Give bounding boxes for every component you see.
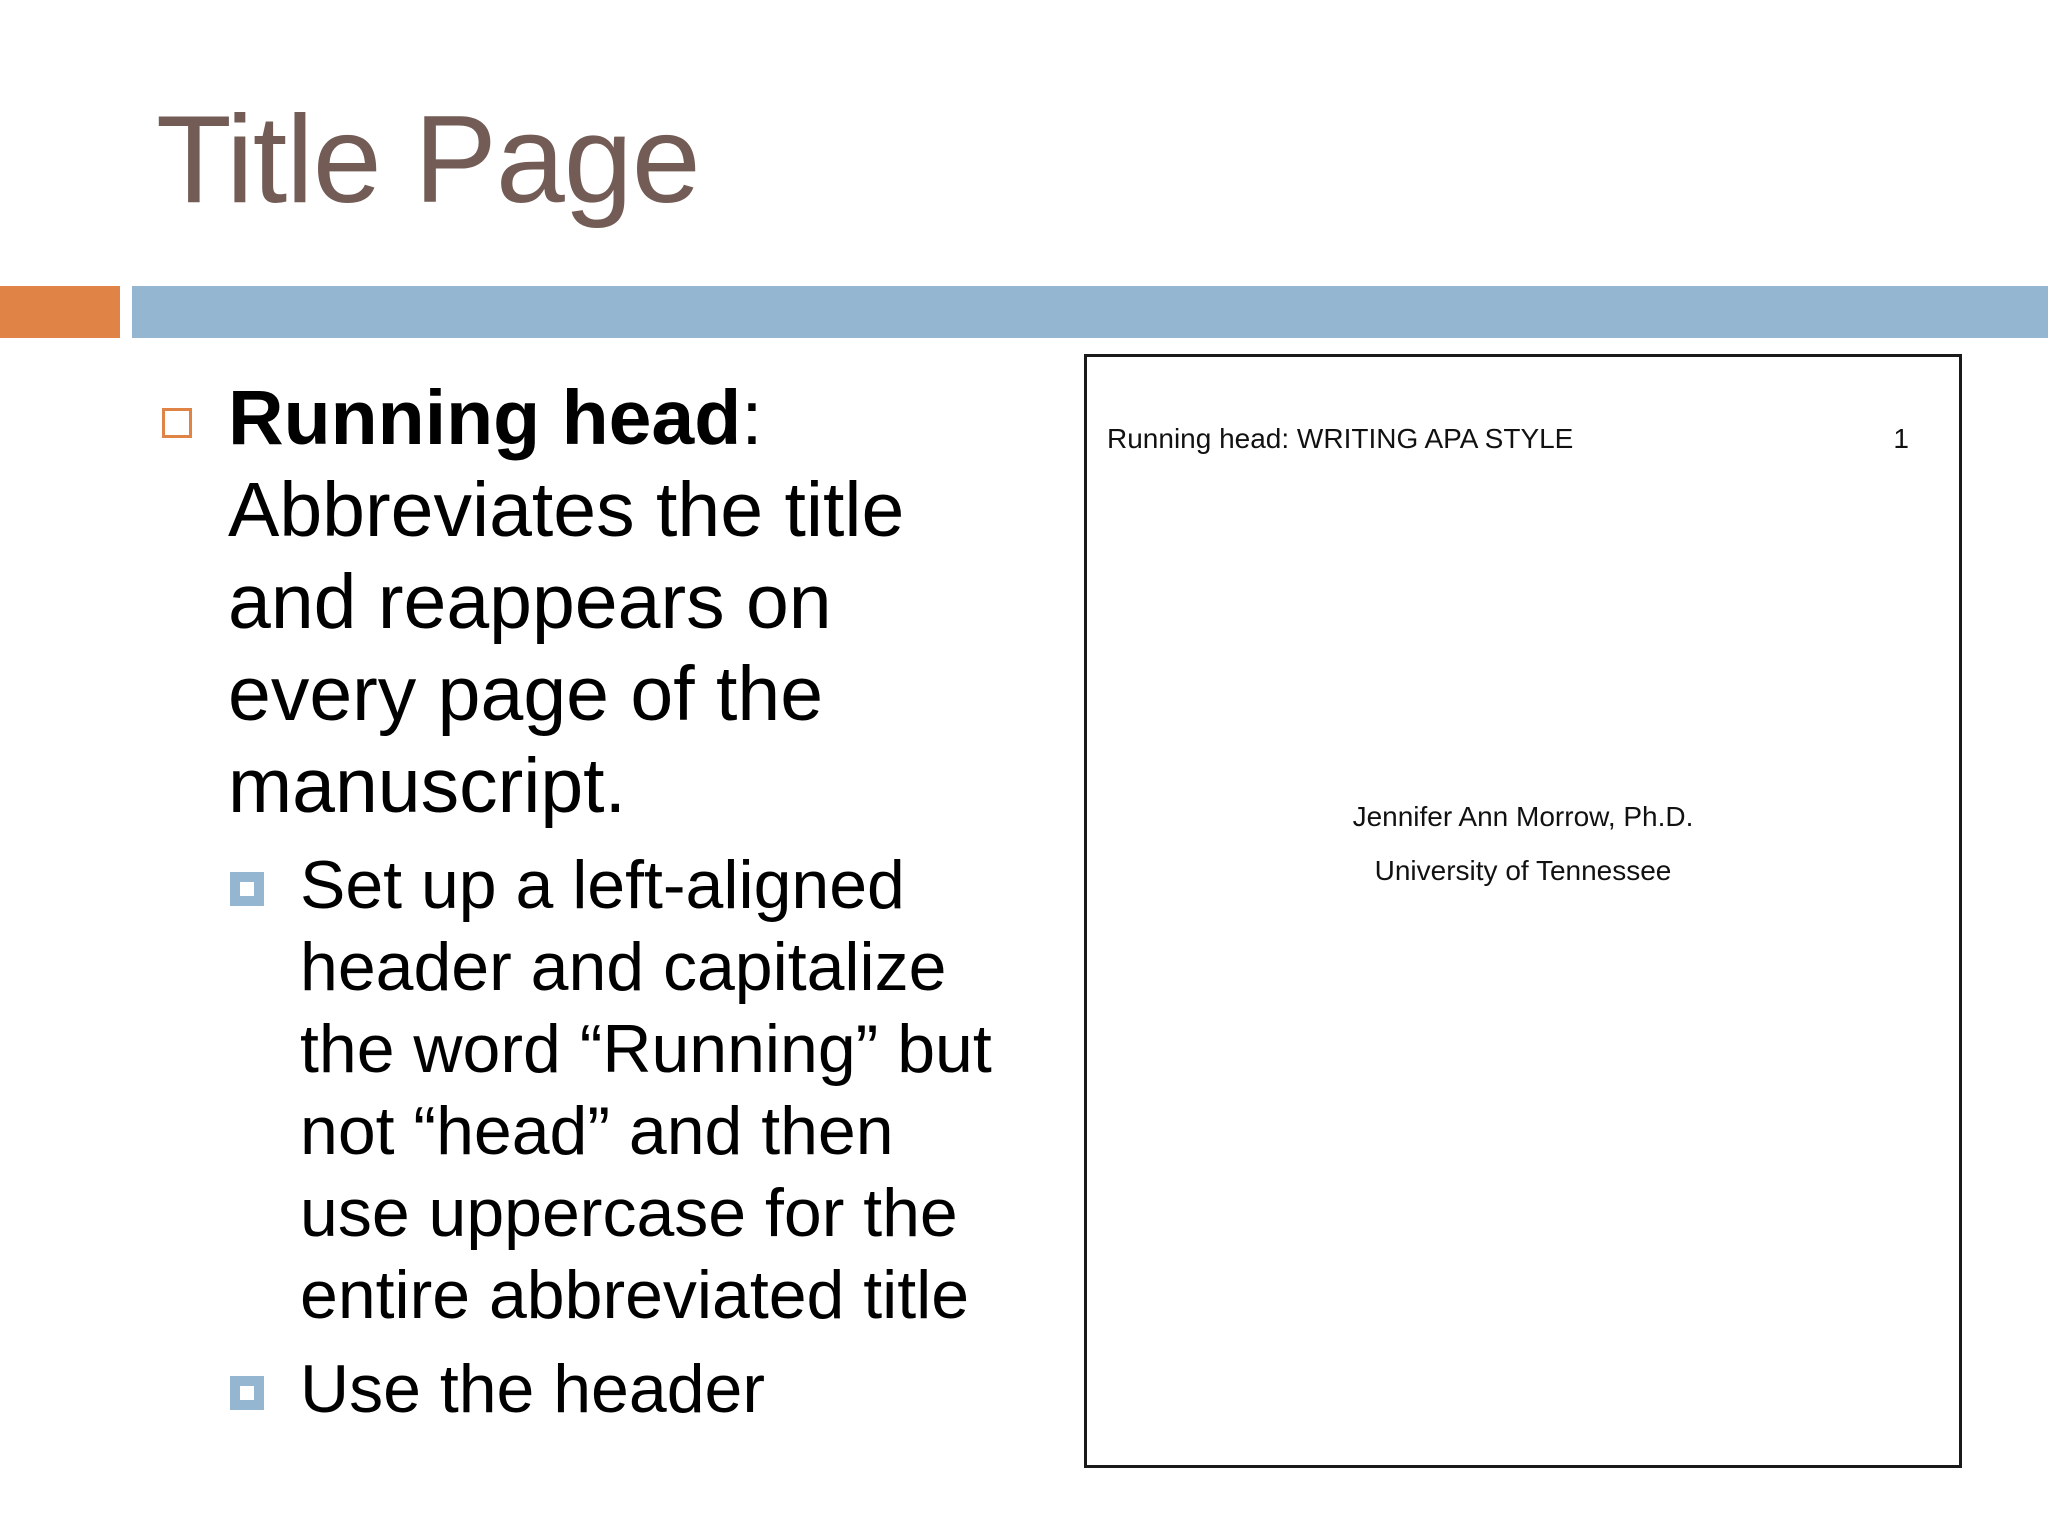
title-page-preview [1084,354,1962,1468]
preview-page-number: 1 [1893,423,1909,454]
preview-running-head: Running head: WRITING APA STYLE [1107,423,1574,454]
subbullet-text: Use the header [300,1351,765,1427]
subbullet-item [228,844,1016,1336]
bullet-term: Running head [228,375,742,461]
accent-bar-orange [0,286,120,338]
bullet-running-head [156,372,1016,832]
subbullet-text: Set up a left-aligned header and capitalize the word “Running” but not “head” and then use uppercase for the entire abbreviated title [300,847,992,1333]
subbullet-item [228,1348,1016,1430]
slide-title: Title Page [156,91,700,229]
square-bullet-icon [230,872,264,906]
bullet-list [156,372,1016,1430]
hollow-square-bullet-icon [162,408,192,438]
bullet-text: Abbreviates the title and reappears on every page of the manuscript. [228,467,905,829]
preview-affiliation: University of Tennessee [1374,855,1672,886]
preview-author: Jennifer Ann Morrow, Ph.D. [1352,801,1694,832]
bullet-colon: : [741,375,763,461]
accent-bar-blue [132,286,2048,338]
square-bullet-icon [230,1376,264,1410]
